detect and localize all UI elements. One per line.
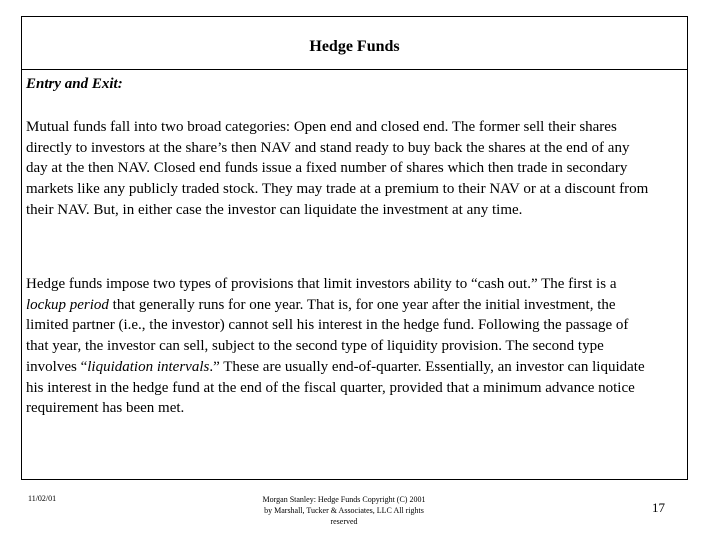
term-liquidation-intervals: liquidation intervals <box>87 358 210 375</box>
footer-copyright-line1: Morgan Stanley: Hedge Funds Copyright (C) 2001 <box>262 495 426 504</box>
paragraph-hedge-funds-part1: Hedge funds impose two types of provisions that limit investors ability to “cash out.” The first is a <box>26 276 617 292</box>
page-number: 17 <box>652 500 665 515</box>
paragraph-hedge-funds <box>26 274 651 419</box>
paragraph-hedge-funds-part3: .” These are usually end-of-quarter. Essentially, an investor can liquidate his interest in the hedge fund at the end of the fiscal quarter, provided that a minimum advance notice requirement has been met. <box>26 358 645 417</box>
footer-copyright-line2: by Marshall, Tucker & Associates, LLC All rights <box>264 506 424 515</box>
footer-copyright <box>226 494 462 527</box>
footer-copyright-line3: reserved <box>330 517 358 526</box>
title-bar <box>22 17 687 70</box>
footer-date: 11/02/01 <box>28 494 57 503</box>
paragraph-hedge-funds-part2: that generally runs for one year. That is, for one year after the initial investment, the limited partner (i.e., the investor) cannot sell his interest in the hedge fund. Following the passage of that year, the investor can sell, subject to the second type of liquidity provision. The second type involves “ <box>26 296 629 375</box>
slide-title: Hedge Funds <box>309 38 400 55</box>
paragraph-mutual-funds: Mutual funds fall into two broad categories: Open end and closed end. The former sell their shares directly to investors at the share’s then NAV and stand ready to buy back the shares at the end of any day at the then NAV. Closed end funds issue a fixed number of shares which then trade in secondary markets like any publicly traded stock. They may trade at a premium to their NAV or at a discount from their NAV. But, in either case the investor can liquidate the investment at any time. <box>26 119 649 218</box>
section-heading: Entry and Exit: <box>26 76 123 92</box>
term-lockup-period: lockup period <box>26 296 109 313</box>
